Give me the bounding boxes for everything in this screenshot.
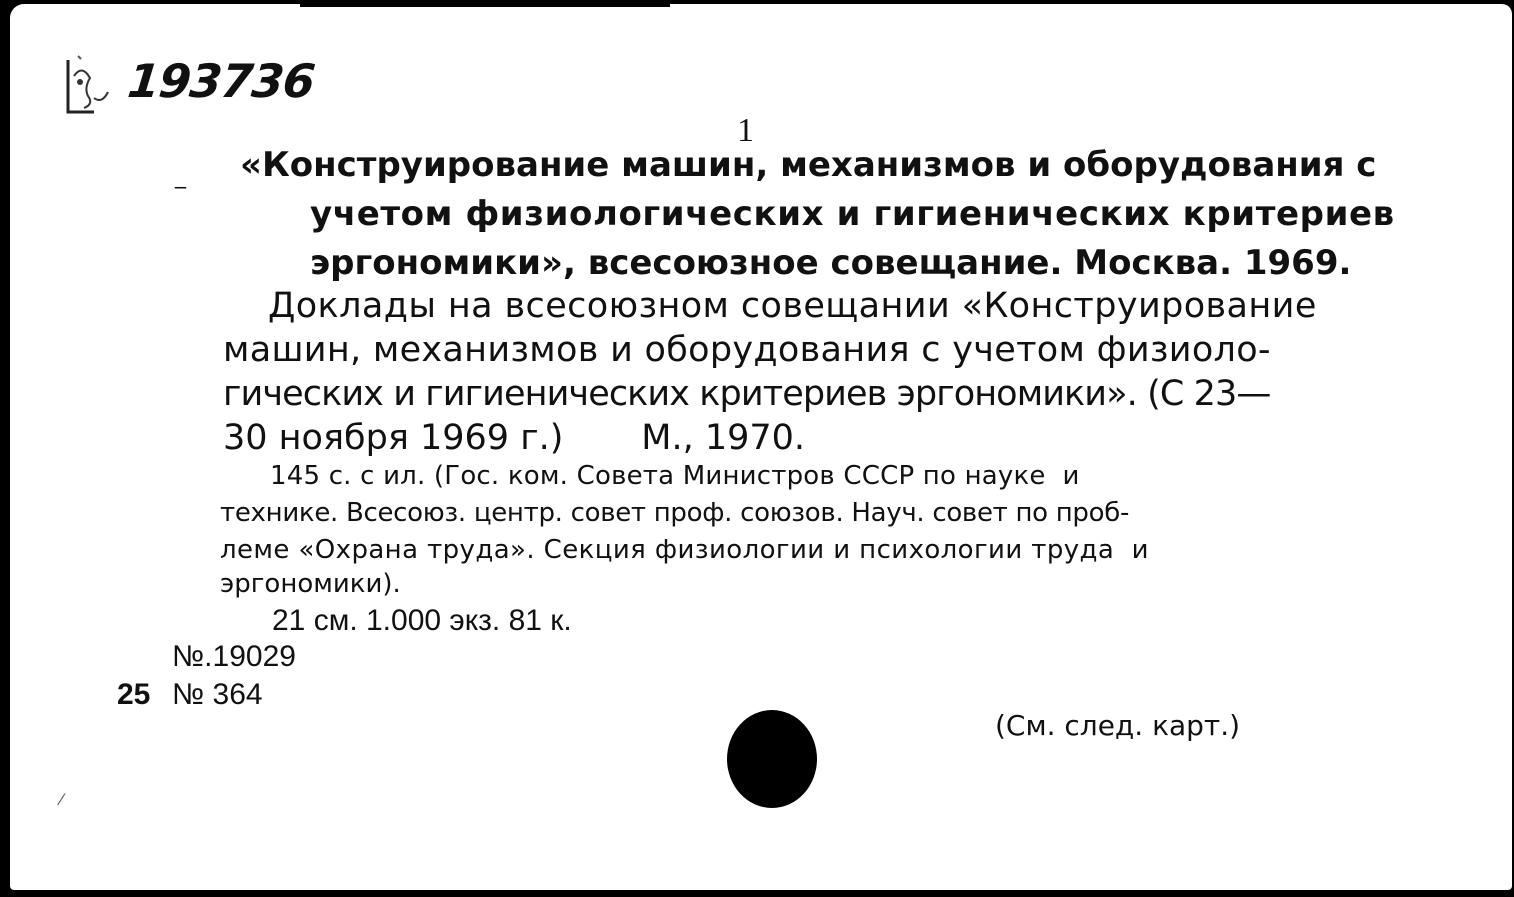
format-line: 21 см. 1.000 экз. 81 к. xyxy=(272,604,572,637)
body-line-1: Доклады на всесоюзном совещании «Конструирование xyxy=(268,286,1317,326)
catalog-card xyxy=(10,4,1512,890)
body-line-3: гических и гигиенических критериев эргономики». (С 23— xyxy=(223,374,1271,414)
index-number: № 364 xyxy=(172,678,263,711)
notes-line-1: 145 с. с ил. (Гос. ком. Совета Министров СССР по науке и xyxy=(270,461,1080,491)
title-line-3: эргономики», всесоюзное совещание. Москва. 1969. xyxy=(310,243,1352,283)
notes-line-4: эргономики). xyxy=(220,569,401,599)
card-punch-hole xyxy=(727,710,817,808)
accession-number: №.19029 xyxy=(172,640,296,673)
library-stamp-icon xyxy=(54,52,114,120)
margin-mark: _ xyxy=(175,164,186,189)
body-line-4: 30 ноября 1969 г.) М., 1970. xyxy=(223,418,806,458)
index-prefix: 25 xyxy=(117,678,151,711)
handwritten-call-number: 193736 xyxy=(125,54,317,108)
title-line-2: учетом физиологических и гигиенических критериев xyxy=(310,194,1395,234)
notes-line-2: технике. Всесоюз. центр. совет проф. союзов. Науч. совет по проб- xyxy=(220,498,1130,528)
notes-line-3: леме «Охрана труда». Секция физиологии и психологии труда и xyxy=(220,535,1149,565)
ink-speck: ⁄ xyxy=(60,790,63,809)
see-next-card-note: (См. след. карт.) xyxy=(995,709,1241,742)
card-sequence-number: 1 xyxy=(737,112,754,149)
body-line-2: машин, механизмов и оборудования с учетом физиоло- xyxy=(223,330,1271,370)
title-line-1: «Конструирование машин, механизмов и оборудования с xyxy=(240,145,1377,185)
card-top-edge xyxy=(300,4,670,7)
